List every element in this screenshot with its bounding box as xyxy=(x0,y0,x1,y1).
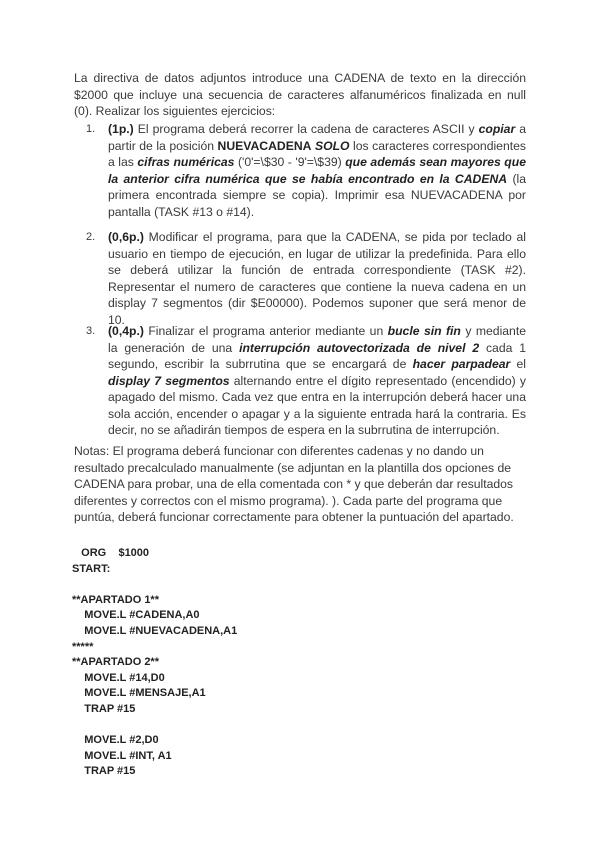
item-emphasis: cifras numéricas xyxy=(137,155,235,169)
exercise-item-3 xyxy=(86,323,526,439)
item-emphasis: hacer parpadear xyxy=(412,357,511,371)
item-text-part: y mediante la generación de una xyxy=(108,324,526,355)
code-line: **APARTADO 2** xyxy=(72,656,159,669)
item-text-part: ('0'=\$30 - '9'=\$39) xyxy=(234,155,346,169)
code-line xyxy=(72,577,237,593)
intro-paragraph xyxy=(74,70,526,120)
item-points: (1p.) xyxy=(108,122,134,136)
item-points: (0,4p.) xyxy=(108,324,144,338)
item-text-part: Finalizar el programa anterior mediante un xyxy=(143,324,388,338)
item-text-part: a partir de la posición xyxy=(108,122,526,153)
item-number: 3. xyxy=(86,325,96,337)
code-line: ORG $1000 xyxy=(72,547,150,559)
item-emphasis: que además sean mayores que la anterior cifra numérica que se había encontrado en la CADENA xyxy=(108,155,526,186)
code-line: TRAP #15 xyxy=(72,702,136,715)
item-emphasis: SOLO xyxy=(314,138,350,153)
item-text xyxy=(108,229,526,328)
item-text-part: alternando entre el dígito representado (encendido) y apagado del mismo. Cada vez que entra en la interrupción deberá hacer una sola acción, encender o apagar y a la siguiente entrada hará la contraria. Es decir, no se añadirán tiempos de espera en la subrrutina de interrupción. xyxy=(108,373,526,437)
exercise-item-1 xyxy=(86,121,526,220)
item-text-part: los caracteres correspondientes a las xyxy=(108,138,526,169)
code-line: START: xyxy=(72,562,111,575)
code-line: MOVE.L #2,D0 xyxy=(72,734,159,747)
item-number: 2. xyxy=(86,231,96,243)
item-emphasis: copiar xyxy=(478,122,516,136)
code-line: TRAP #15 xyxy=(72,765,136,778)
code-line: MOVE.L #14,D0 xyxy=(72,671,165,684)
item-text xyxy=(108,121,526,220)
code-line: MOVE.L #CADENA,A0 xyxy=(72,609,200,622)
item-points: (0,6p.) xyxy=(108,230,144,244)
exercise-item-2 xyxy=(86,229,526,328)
item-text-part: el xyxy=(510,357,526,371)
intro-text: La directiva de datos adjuntos introduce una CADENA de texto en la dirección $2000 que incluye una secuencia de caracteres alfanuméricos finalizada en null (0). Realizar los siguientes ejercicios: xyxy=(74,71,526,118)
code-line: MOVE.L #NUEVACADENA,A1 xyxy=(72,624,238,637)
notes-paragraph: Notas: El programa deberá funcionar con diferentes cadenas y no dando un resultado precalculado manualmente (se adjuntan en la plantilla dos opciones de CADENA para probar, una de ella comentada con * y que deberán dar resultados diferentes y correctos con el mismo programa). ). Cada parte del programa que puntúa, deberá funcionar correctamente para obtener la puntuación del apartado. xyxy=(74,444,514,524)
item-emphasis: bucle sin fin xyxy=(387,324,461,338)
code-line: ***** xyxy=(72,640,94,653)
item-text xyxy=(108,323,526,439)
code-line: MOVE.L #INT, A1 xyxy=(72,749,172,762)
item-emphasis: display 7 segmentos xyxy=(108,373,230,388)
item-text-part: cada 1 segundo, escribir la subrrutina que se encargará de xyxy=(108,340,527,371)
code-line xyxy=(72,718,237,734)
code-listing xyxy=(72,546,237,780)
item-text-part: Modificar el programa, para que la CADENA, se pida por teclado al usuario en tiempo de ejecución, en lugar de utilizar la predefinida. Para ello se deberá utilizar la función de entrada correspondiente (TASK #2). Representar el numero de caracteres que contiene la nueva cadena en un display 7 segmentos (dir $E00000). Podemos suponer que será menor de 10. xyxy=(108,230,526,327)
item-text-part: El programa deberá recorrer la cadena de caracteres ASCII y xyxy=(133,122,479,136)
item-emphasis: NUEVACADENA xyxy=(217,138,312,153)
code-line: MOVE.L #MENSAJE,A1 xyxy=(72,687,206,700)
item-emphasis: interrupción autovectorizada de nivel 2 xyxy=(239,340,480,355)
item-number: 1. xyxy=(86,123,96,135)
item-text-part: (la primera encontrada siempre se copia). Imprimir esa NUEVACADENA por pantalla (TASK #13 o #14). xyxy=(108,171,526,219)
code-line: **APARTADO 1** xyxy=(72,593,159,606)
